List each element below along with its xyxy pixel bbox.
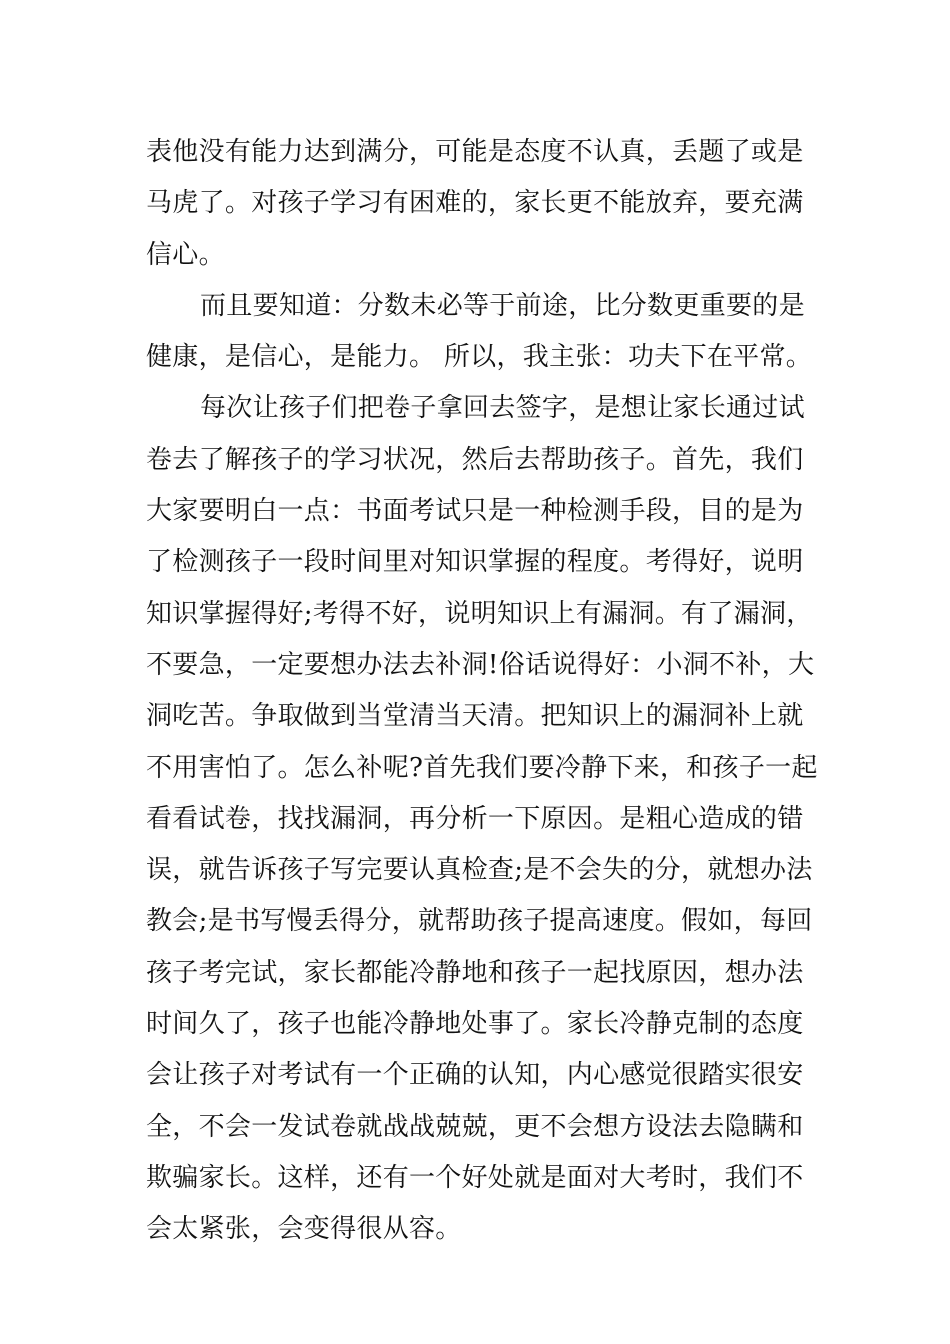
text-line: 会让孩子对考试有一个正确的认知，内心感觉很踏实很安: [146, 1060, 804, 1091]
text-line: 不要急，一定要想办法去补洞!俗话说得好：小洞不补，大: [146, 649, 815, 680]
text-line: 欺骗家长。这样，还有一个好处就是面对大考时，我们不: [146, 1162, 804, 1193]
text-line: 而且要知道：分数未必等于前途，比分数更重要的是: [200, 290, 805, 321]
text-line: 表他没有能力达到满分，可能是态度不认真，丢题了或是: [146, 137, 804, 167]
text-line: 洞吃苦。争取做到当堂清当天清。把知识上的漏洞补上就: [146, 701, 804, 732]
text-line: 时间久了，孩子也能冷静地处事了。家长冷静克制的态度: [146, 1009, 804, 1040]
text-line: 看看试卷，找找漏洞，再分析一下原因。是粗心造成的错: [146, 803, 804, 834]
text-line: 会太紧张，会变得很从容。: [146, 1214, 462, 1245]
text-line: 孩子考完试，家长都能冷静地和孩子一起找原因，想办法: [146, 957, 804, 988]
text-line: 全，不会一发试卷就战战兢兢，更不会想方设法去隐瞒和: [146, 1111, 804, 1142]
text-line: 信心。: [146, 239, 225, 270]
text-line: 大家要明白一点：书面考试只是一种检测手段，目的是为: [146, 496, 804, 527]
text-line: 了检测孩子一段时间里对知识掌握的程度。考得好，说明: [146, 547, 804, 578]
text-line: 每次让孩子们把卷子拿回去签字，是想让家长通过试: [200, 393, 805, 424]
text-line: 马虎了。对孩子学习有困难的，家长更不能放弃，要充满: [146, 188, 804, 219]
text-line: 健康，是信心，是能力。 所以，我主张：功夫下在平常。: [146, 342, 813, 373]
paragraph-1: [146, 127, 826, 281]
text-line: 卷去了解孩子的学习状况，然后去帮助孩子。首先，我们: [146, 444, 804, 475]
paragraph-2: [146, 281, 826, 384]
text-line: 教会;是书写慢丢得分，就帮助孩子提高速度。假如，每回: [146, 906, 813, 937]
paragraph-3: [146, 383, 826, 1255]
document-body: [146, 127, 826, 1256]
text-line: 不用害怕了。怎么补呢?首先我们要冷静下来，和孩子一起: [146, 752, 818, 783]
text-line: 知识掌握得好;考得不好，说明知识上有漏洞。有了漏洞，: [146, 598, 813, 629]
text-line: 误，就告诉孩子写完要认真检查;是不会失的分，就想办法: [146, 855, 813, 886]
